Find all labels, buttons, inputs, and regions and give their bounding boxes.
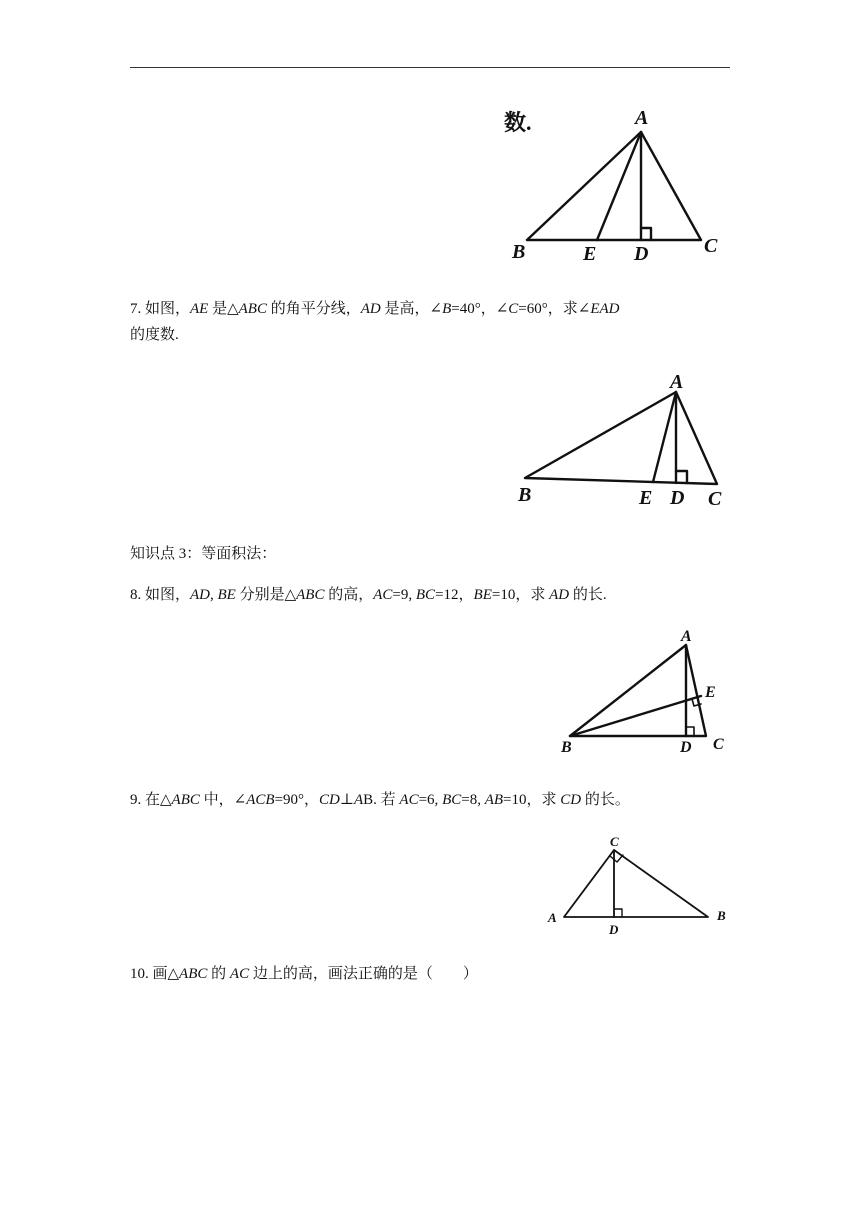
label-A: A <box>681 628 692 645</box>
label-D: D <box>609 922 619 937</box>
label-D: D <box>634 243 649 265</box>
label-B: B <box>518 484 532 506</box>
label-D: D <box>670 487 685 509</box>
label-C: C <box>704 235 718 257</box>
figure-q8-triangle <box>555 625 740 755</box>
label-A: A <box>635 107 649 129</box>
figure-q7-triangle <box>510 368 740 513</box>
label-B: B <box>717 908 726 923</box>
label-C: C <box>708 488 722 510</box>
label-A: A <box>548 910 557 925</box>
label-E: E <box>583 243 597 265</box>
q9-line1: 9. 在△ABC 中，∠ACB=90°，CD⊥AB. 若 AC=6, BC=8, AB=10，求 CD 的长。 <box>130 792 630 808</box>
section3-title: 知识点 3：等面积法： <box>130 546 277 562</box>
q7-line1: 7. 如图，AE 是△ABC 的角平分线，AD 是高，∠B=40°，∠C=60°，求∠EAD <box>130 301 620 317</box>
label-A: A <box>670 371 684 393</box>
figure-top-fragment: 数. <box>504 110 532 135</box>
q8-line1: 8. 如图，AD, BE 分别是△ABC 的高，AC=9, BC=12，BE=10，求 AD 的长. <box>130 587 607 603</box>
q7-line2: 的度数. <box>130 327 179 343</box>
label-B: B <box>512 241 526 263</box>
q10-line1: 10. 画△ABC 的 AC 边上的高，画法正确的是（ ） <box>130 966 478 982</box>
label-E: E <box>639 487 653 509</box>
figure-top-triangle <box>500 100 740 270</box>
label-B: B <box>561 739 572 756</box>
label-C: C <box>610 834 619 849</box>
label-D: D <box>680 739 692 756</box>
label-E: E <box>705 684 716 701</box>
label-C: C <box>713 736 724 753</box>
header-rule <box>130 67 730 68</box>
figure-q9-triangle <box>540 830 740 940</box>
